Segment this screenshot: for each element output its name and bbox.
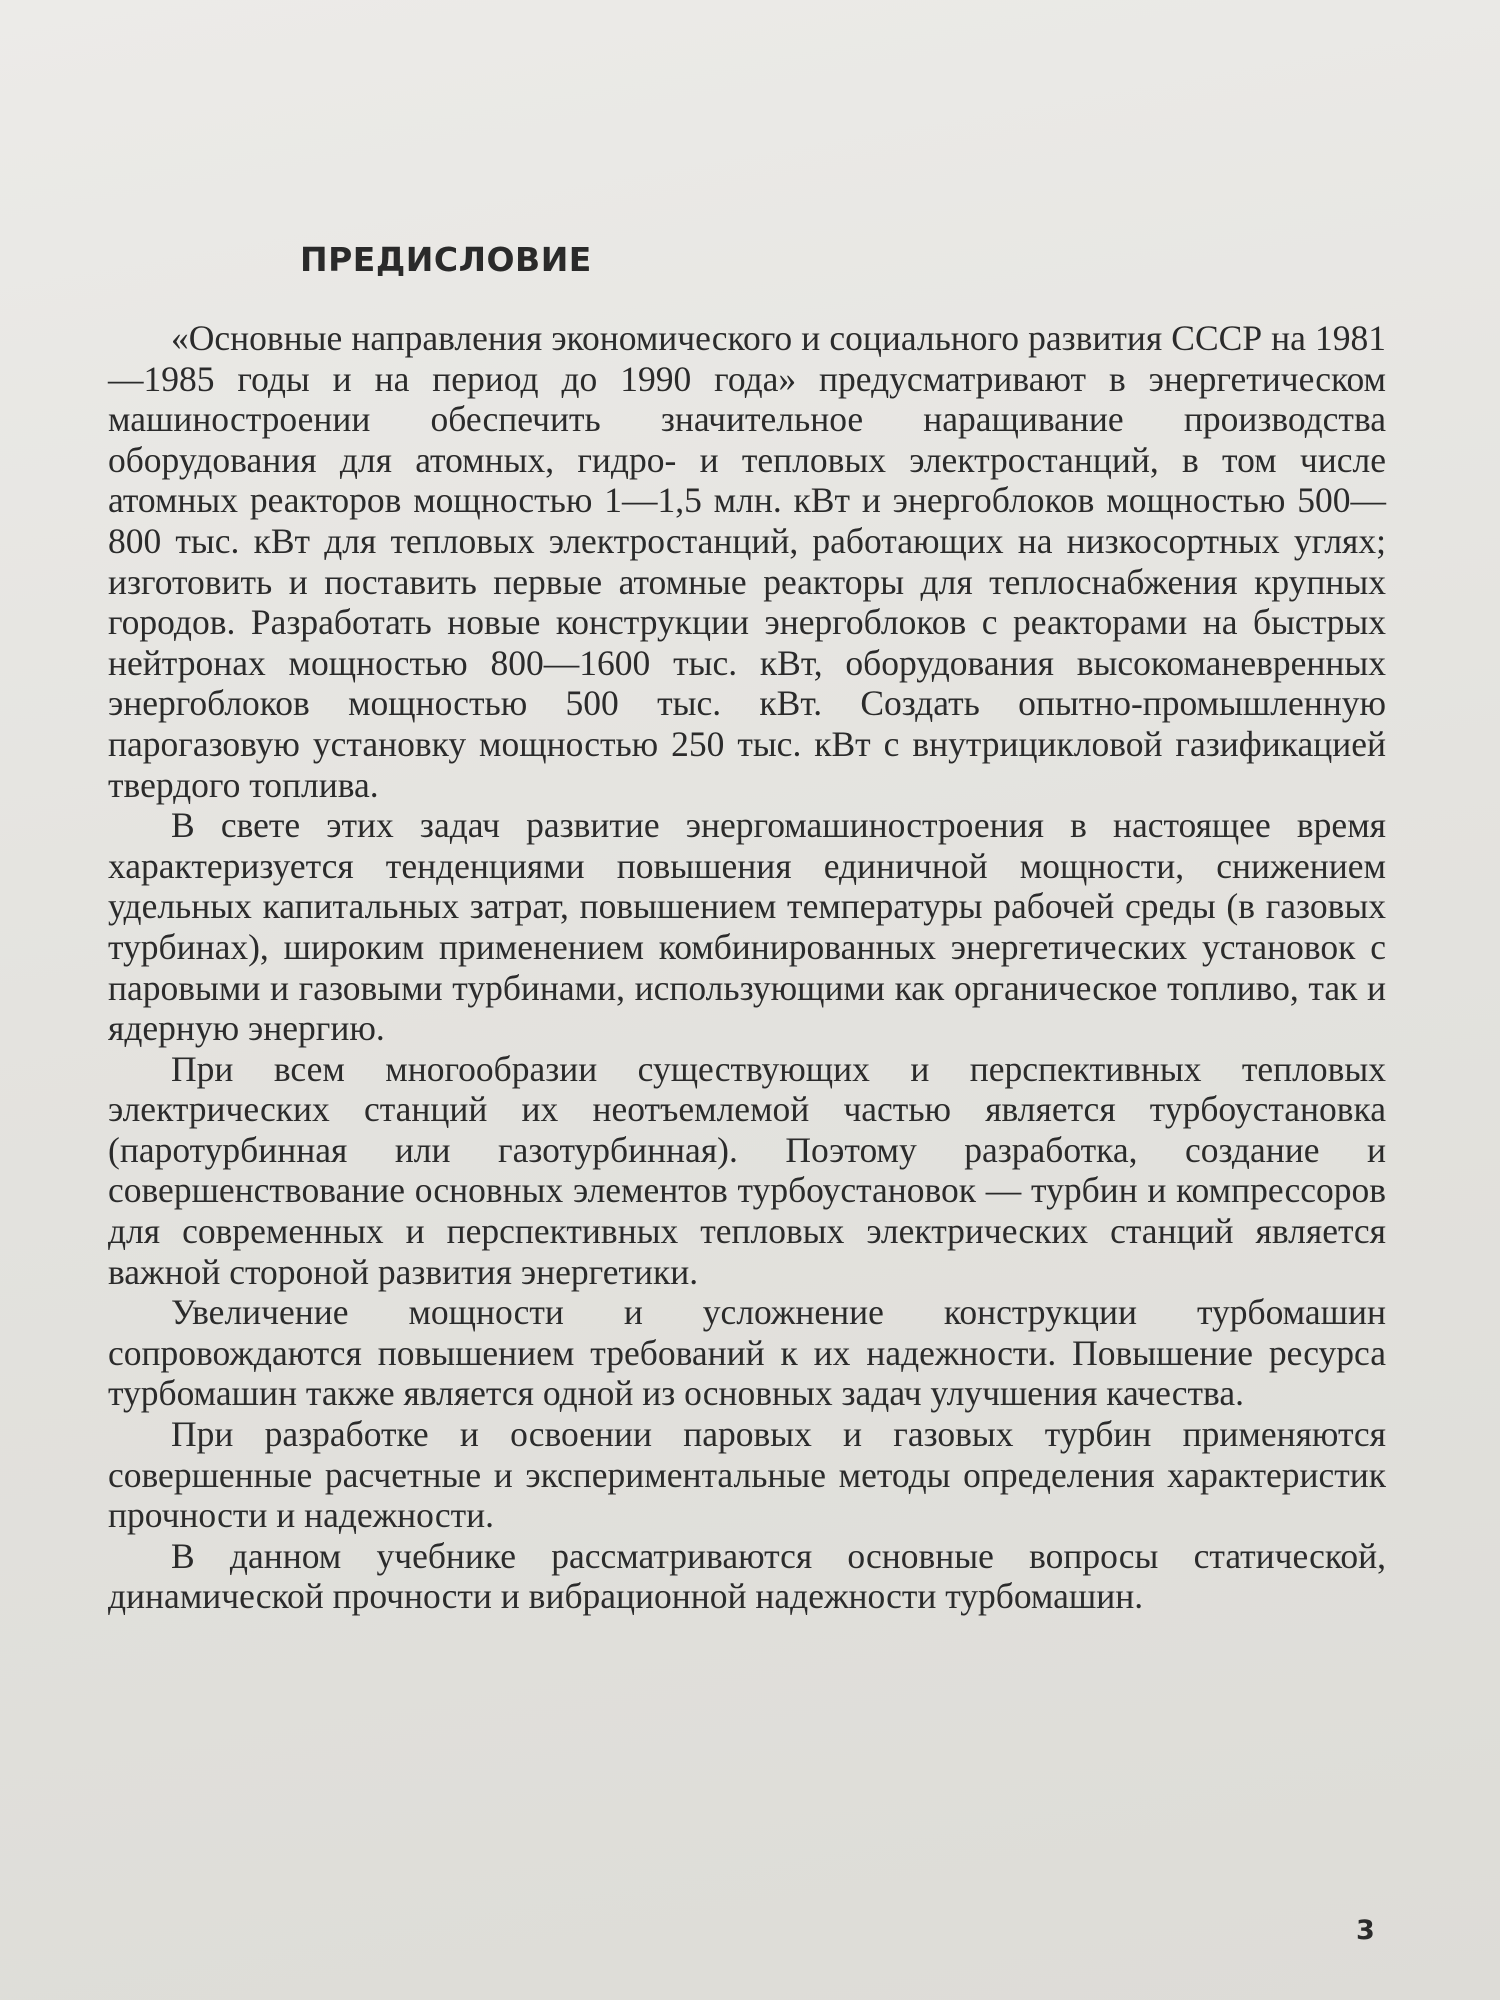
- page-title: ПРЕДИСЛОВИЕ: [300, 240, 592, 279]
- paragraph-5: При разработке и освоении паровых и газовых турбин применяются совершенные расчетные и экспериментальные методы определения характеристик прочности и надежности.: [108, 1414, 1386, 1536]
- page-number: 3: [1356, 1915, 1375, 1946]
- body-text: [108, 318, 1386, 1617]
- paragraph-6: В данном учебнике рассматриваются основные вопросы статической, динамической прочности и вибрационной надежности турбомашин.: [108, 1535, 1386, 1617]
- paragraph-2: В свете этих задач развитие энергомашиностроения в настоящее время характеризуется тенденциями повышения единичной мощности, снижением удельных капитальных затрат, повышением температуры рабочей среды (в газовых турбинах), широким применением комбинированных энергетических установок с паровыми и газовыми турбинами, использующими как органическое топливо, так и ядерную энергию.: [108, 805, 1386, 1049]
- paragraph-4: Увеличение мощности и усложнение конструкции турбомашин сопровождаются повышением требований к их надежности. Повышение ресурса турбомашин также является одной из основных задач улучшения качества.: [108, 1292, 1386, 1414]
- paragraph-3: При всем многообразии существующих и перспективных тепловых электрических станций их неотъемлемой частью является турбоустановка (паротурбинная или газотурбинная). Поэтому разработка, создание и совершенствование основных элементов турбоустановок — турбин и компрессоров для современных и перспективных тепловых электрических станций является важной стороной развития энергетики.: [108, 1048, 1386, 1292]
- paragraph-1: «Основные направления экономического и социального развития СССР на 1981—1985 годы и на период до 1990 года» предусматривают в энергетическом машиностроении обеспечить значительное наращивание производства оборудования для атомных, гидро- и тепловых электростанций, в том числе атомных реакторов мощностью 1—1,5 млн. кВт и энергоблоков мощностью 500—800 тыс. кВт для тепловых электростанций, работающих на низкосортных углях; изготовить и поставить первые атомные реакторы для теплоснабжения крупных городов. Разработать новые конструкции энергоблоков с реакторами на быстрых нейтронах мощностью 800—1600 тыс. кВт, оборудования высокоманевренных энергоблоков мощностью 500 тыс. кВт. Создать опытно-промышленную парогазовую установку мощностью 250 тыс. кВт с внутрицикловой газификацией твердого топлива.: [108, 318, 1386, 805]
